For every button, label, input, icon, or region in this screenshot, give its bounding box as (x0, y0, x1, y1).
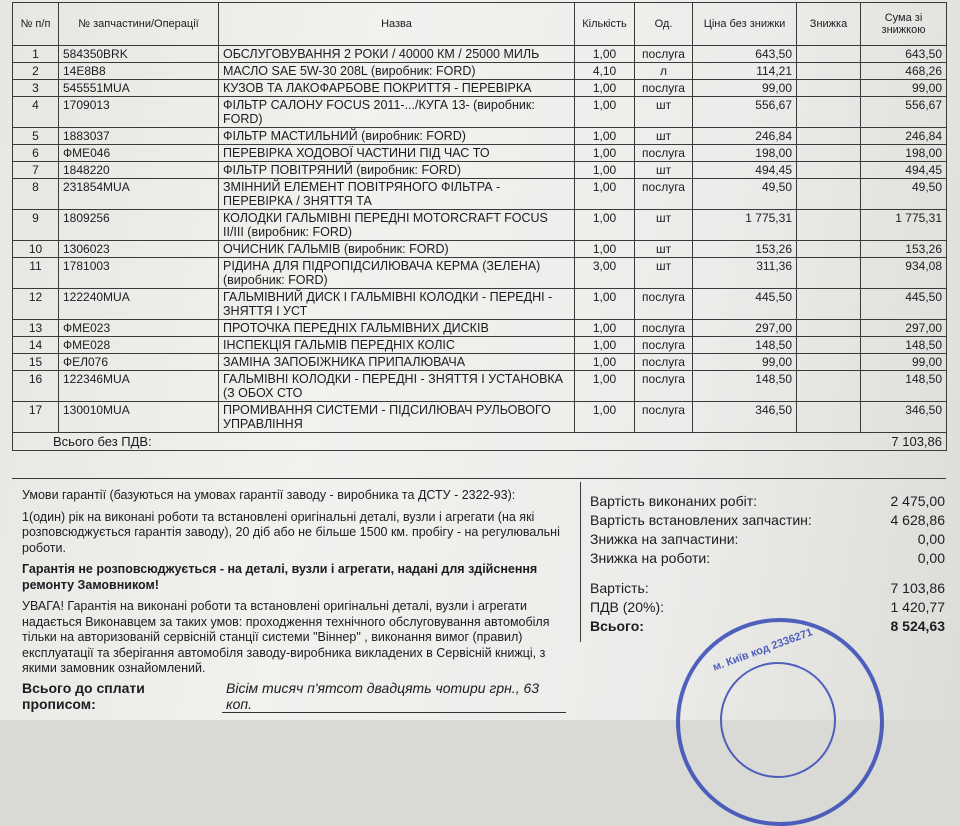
cell-discount (797, 80, 861, 97)
cell-num: 2 (13, 63, 59, 80)
cell-price: 297,00 (693, 320, 797, 337)
cell-num: 16 (13, 371, 59, 402)
cell-unit: послуга (635, 46, 693, 63)
cell-price: 198,00 (693, 145, 797, 162)
table-row (13, 289, 947, 320)
cell-name: ПРОМИВАННЯ СИСТЕМИ - ПІДСИЛЮВАЧ РУЛЬОВОГО УПРАВЛІННЯ (219, 402, 575, 433)
cell-name: ІНСПЕКЦІЯ ГАЛЬМІВ ПЕРЕДНІХ КОЛІС (219, 337, 575, 354)
table-row (13, 402, 947, 433)
table-header-row (13, 3, 947, 46)
cost-summary (590, 492, 945, 636)
cell-sum: 445,50 (861, 289, 947, 320)
cell-name: ОБСЛУГОВУВАННЯ 2 РОКИ / 40000 КМ / 25000 МИЛЬ (219, 46, 575, 63)
cell-name: ОЧИСНИК ГАЛЬМІВ (виробник: FORD) (219, 241, 575, 258)
cell-code: 584350BRK (59, 46, 219, 63)
cell-sum: 346,50 (861, 402, 947, 433)
table-row (13, 80, 947, 97)
warranty-terms (22, 488, 577, 683)
cell-unit: послуга (635, 80, 693, 97)
cell-name: ПРОТОЧКА ПЕРЕДНІХ ГАЛЬМІВНИХ ДИСКІВ (219, 320, 575, 337)
warranty-text: 1(один) рік на виконані роботи та встановлені оригінальні деталі, вузли і агрегати (на які розповсюджується гарантія заводу), 20 діб або не більше 1500 км. пробігу - на регулювальні роботи. (22, 509, 560, 555)
cell-price: 114,21 (693, 63, 797, 80)
cell-price: 556,67 (693, 97, 797, 128)
cell-code: 1809256 (59, 210, 219, 241)
section-divider (12, 478, 946, 479)
cell-num: 15 (13, 354, 59, 371)
cell-name: МАСЛО SAE 5W-30 208L (виробник: FORD) (219, 63, 575, 80)
cell-qty: 1,00 (575, 371, 635, 402)
cell-price: 643,50 (693, 46, 797, 63)
cell-price: 99,00 (693, 80, 797, 97)
cell-code: ФМЕ046 (59, 145, 219, 162)
cell-qty: 1,00 (575, 179, 635, 210)
cell-unit: л (635, 63, 693, 80)
cell-qty: 1,00 (575, 145, 635, 162)
cell-discount (797, 97, 861, 128)
total-row (13, 433, 947, 451)
cell-price: 494,45 (693, 162, 797, 179)
table-row (13, 210, 947, 241)
cell-num: 17 (13, 402, 59, 433)
cell-code: 130010MUA (59, 402, 219, 433)
table-row (13, 145, 947, 162)
cell-num: 5 (13, 128, 59, 145)
header-sum: Сума зі знижкою (861, 3, 947, 46)
cell-name: КОЛОДКИ ГАЛЬМІВНІ ПЕРЕДНІ MOTORCRAFT FOCUS II/III (виробник: FORD) (219, 210, 575, 241)
cell-sum: 246,84 (861, 128, 947, 145)
cell-unit: шт (635, 258, 693, 289)
cell-qty: 1,00 (575, 162, 635, 179)
cell-discount (797, 162, 861, 179)
table-row (13, 258, 947, 289)
cell-discount (797, 258, 861, 289)
header-price: Ціна без знижки (693, 3, 797, 46)
cell-qty: 1,00 (575, 337, 635, 354)
amount-in-words (22, 680, 922, 713)
cell-num: 14 (13, 337, 59, 354)
header-qty: Кількість (575, 3, 635, 46)
cell-qty: 3,00 (575, 258, 635, 289)
cell-code: 231854MUA (59, 179, 219, 210)
cell-qty: 1,00 (575, 46, 635, 63)
summary-vat: ПДВ (20%): 1 420,77 (590, 599, 945, 615)
cell-code: 545551MUA (59, 80, 219, 97)
summary-discount-parts: Знижка на запчастини: 0,00 (590, 531, 945, 547)
cell-unit: шт (635, 210, 693, 241)
header-unit: Од. (635, 3, 693, 46)
total-label: Всього без ПДВ: (13, 433, 219, 451)
cell-unit: шт (635, 241, 693, 258)
cell-num: 6 (13, 145, 59, 162)
cell-unit: послуга (635, 354, 693, 371)
cell-qty: 1,00 (575, 354, 635, 371)
cell-sum: 148,50 (861, 371, 947, 402)
cell-sum: 153,26 (861, 241, 947, 258)
cell-name: ПЕРЕВІРКА ХОДОВОЇ ЧАСТИНИ ПІД ЧАС ТО (219, 145, 575, 162)
cell-name: ГАЛЬМІВНІ КОЛОДКИ - ПЕРЕДНІ - ЗНЯТТЯ І УСТАНОВКА (З ОБОХ СТО (219, 371, 575, 402)
cell-discount (797, 179, 861, 210)
cell-num: 4 (13, 97, 59, 128)
cell-discount (797, 210, 861, 241)
cell-code: 1709013 (59, 97, 219, 128)
cell-name: ФІЛЬТР ПОВІТРЯНИЙ (виробник: FORD) (219, 162, 575, 179)
cell-unit: послуга (635, 402, 693, 433)
cell-qty: 1,00 (575, 289, 635, 320)
cell-qty: 1,00 (575, 210, 635, 241)
cell-price: 346,50 (693, 402, 797, 433)
table-row (13, 337, 947, 354)
company-stamp (676, 618, 884, 826)
cell-sum: 99,00 (861, 80, 947, 97)
cell-name: ЗАМІНА ЗАПОБІЖНИКА ПРИПАЛЮВАЧА (219, 354, 575, 371)
cell-price: 1 775,31 (693, 210, 797, 241)
cell-discount (797, 241, 861, 258)
cell-sum: 198,00 (861, 145, 947, 162)
table-row (13, 241, 947, 258)
table-row (13, 354, 947, 371)
cell-unit: послуга (635, 289, 693, 320)
summary-total: Всього: 8 524,63 (590, 618, 945, 634)
header-num: № п/п (13, 3, 59, 46)
cell-qty: 1,00 (575, 402, 635, 433)
cell-qty: 1,00 (575, 320, 635, 337)
table-row (13, 128, 947, 145)
cell-price: 148,50 (693, 337, 797, 354)
cell-discount (797, 63, 861, 80)
cell-price: 153,26 (693, 241, 797, 258)
cell-discount (797, 46, 861, 63)
amount-words-label: Всього до сплати прописом: (22, 680, 145, 712)
cell-unit: шт (635, 97, 693, 128)
cell-code: 122346MUA (59, 371, 219, 402)
cell-num: 9 (13, 210, 59, 241)
cell-qty: 1,00 (575, 80, 635, 97)
cell-unit: послуга (635, 179, 693, 210)
cell-discount (797, 320, 861, 337)
cell-price: 445,50 (693, 289, 797, 320)
cell-num: 13 (13, 320, 59, 337)
table-row (13, 46, 947, 63)
cell-sum: 494,45 (861, 162, 947, 179)
cell-qty: 1,00 (575, 241, 635, 258)
cell-price: 311,36 (693, 258, 797, 289)
cell-name: ГАЛЬМІВНИЙ ДИСК І ГАЛЬМІВНІ КОЛОДКИ - ПЕРЕДНІ - ЗНЯТТЯ І УСТ (219, 289, 575, 320)
invoice-table (12, 2, 947, 451)
cell-num: 12 (13, 289, 59, 320)
total-value: 7 103,86 (861, 433, 947, 451)
cell-num: 10 (13, 241, 59, 258)
cell-sum: 934,08 (861, 258, 947, 289)
cell-discount (797, 145, 861, 162)
cell-code: 14E8B8 (59, 63, 219, 80)
table-row (13, 320, 947, 337)
table-row (13, 371, 947, 402)
cell-discount (797, 337, 861, 354)
table-row (13, 179, 947, 210)
cell-name: ФІЛЬТР МАСТИЛЬНИЙ (виробник: FORD) (219, 128, 575, 145)
cell-qty: 1,00 (575, 128, 635, 145)
header-name: Назва (219, 3, 575, 46)
cell-unit: послуга (635, 371, 693, 402)
header-discount: Знижка (797, 3, 861, 46)
cell-discount (797, 128, 861, 145)
warranty-note: УВАГА! Гарантія на виконані роботи та встановлені оригінальні деталі, вузли і агрегати надається Виконавцем за таких умов: проходження технічного обслуговування автомобіля тільки на авторизованій сервісній станції системи "Віннер" , виконання вимог (правил) експлуатації та зберігання автомобіля заводу-виробника викладених в Сервісній книжці, з якими замовник ознайомлений. (22, 599, 550, 675)
cell-name: РІДИНА ДЛЯ ПІДРОПІДСИЛЮВАЧА КЕРМА (ЗЕЛЕНА) (виробник: FORD) (219, 258, 575, 289)
summary-works: Вартість виконаних робіт: 2 475,00 (590, 493, 945, 509)
cell-price: 148,50 (693, 371, 797, 402)
stamp-text: м. Київ код 2336271 (711, 626, 815, 674)
cell-qty: 4,10 (575, 63, 635, 80)
cell-code: ФЕЛ076 (59, 354, 219, 371)
table-row (13, 97, 947, 128)
cell-sum: 1 775,31 (861, 210, 947, 241)
cell-sum: 468,26 (861, 63, 947, 80)
table-row (13, 63, 947, 80)
cell-num: 1 (13, 46, 59, 63)
summary-parts: Вартість встановлених запчастин: 4 628,86 (590, 512, 945, 528)
cell-sum: 643,50 (861, 46, 947, 63)
warranty-exclusion: Гарантія не розповсюджується - на деталі, вузли і агрегати, надані для здійснення ремонту Замовником! (22, 562, 538, 592)
cell-price: 246,84 (693, 128, 797, 145)
summary-cost: Вартість: 7 103,86 (590, 580, 945, 596)
cell-name: ЗМІННИЙ ЕЛЕМЕНТ ПОВІТРЯНОГО ФІЛЬТРА - ПЕРЕВІРКА / ЗНЯТТЯ ТА (219, 179, 575, 210)
cell-sum: 556,67 (861, 97, 947, 128)
amount-words-value: Вісім тисяч п'ятсот двадцять чотири грн., 63 коп. (222, 680, 566, 713)
cell-sum: 99,00 (861, 354, 947, 371)
cell-code: 1781003 (59, 258, 219, 289)
cell-num: 8 (13, 179, 59, 210)
warranty-heading: Умови гарантії (базуються на умовах гарантії заводу - виробника та ДСТУ - 2322-93): (22, 488, 516, 502)
cell-code: ФМЕ028 (59, 337, 219, 354)
cell-discount (797, 289, 861, 320)
cell-unit: послуга (635, 337, 693, 354)
cell-discount (797, 402, 861, 433)
cell-unit: послуга (635, 145, 693, 162)
cell-code: 122240MUA (59, 289, 219, 320)
cell-code: ФМЕ023 (59, 320, 219, 337)
cell-name: КУЗОВ ТА ЛАКОФАРБОВЕ ПОКРИТТЯ - ПЕРЕВІРКА (219, 80, 575, 97)
cell-discount (797, 354, 861, 371)
cell-sum: 148,50 (861, 337, 947, 354)
header-code: № запчастини/Операції (59, 3, 219, 46)
table-row (13, 162, 947, 179)
cell-code: 1848220 (59, 162, 219, 179)
summary-discount-work: Знижка на роботи: 0,00 (590, 550, 945, 566)
cell-num: 7 (13, 162, 59, 179)
cell-qty: 1,00 (575, 97, 635, 128)
cell-price: 99,00 (693, 354, 797, 371)
cell-code: 1883037 (59, 128, 219, 145)
cell-price: 49,50 (693, 179, 797, 210)
cell-name: ФІЛЬТР САЛОНУ FOCUS 2011-.../КУГА 13- (виробник: FORD) (219, 97, 575, 128)
cell-discount (797, 371, 861, 402)
cell-code: 1306023 (59, 241, 219, 258)
cell-sum: 49,50 (861, 179, 947, 210)
cell-num: 11 (13, 258, 59, 289)
cell-num: 3 (13, 80, 59, 97)
cell-unit: шт (635, 128, 693, 145)
cell-unit: шт (635, 162, 693, 179)
cell-unit: послуга (635, 320, 693, 337)
cell-sum: 297,00 (861, 320, 947, 337)
